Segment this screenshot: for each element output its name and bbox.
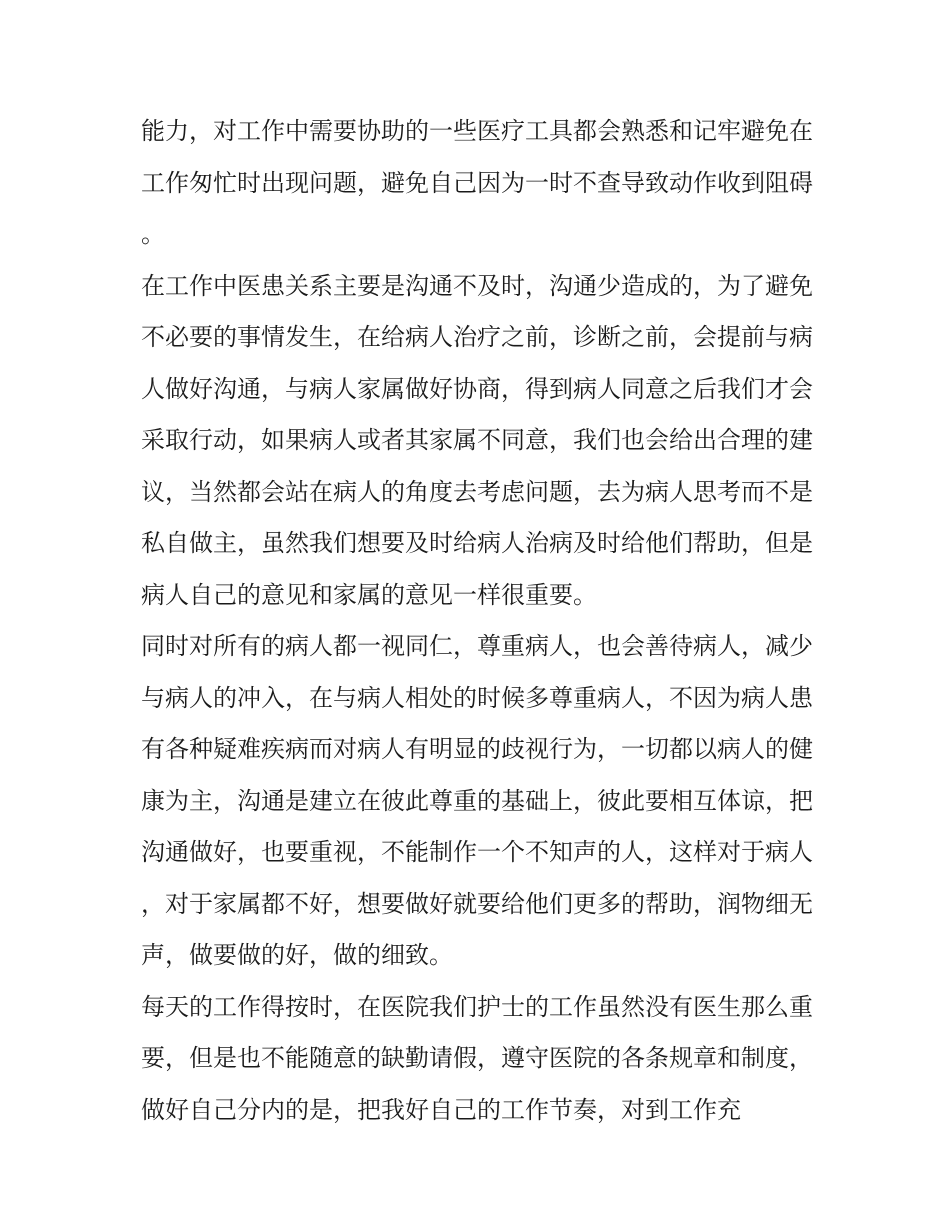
paragraph-1: 能力，对工作中需要协助的一些医疗工具都会熟悉和记牢避免在工作匆忙时出现问题，避免自己因为一时不查导致动作收到阻碍。 — [141, 117, 813, 248]
paragraph-3: 同时对所有的病人都一视同仁，尊重病人，也会善待病人，减少与病人的冲入，在与病人相处的时候多尊重病人，不因为病人患有各种疑难疾病而对病人有明显的歧视行为，一切都以病人的健康为主，沟通是建立在彼此尊重的基础上，彼此要相互体谅，把沟通做好，也要重视，不能制作一个不知声的人，这样对于病人，对于家属都不好，想要做好就要给他们更多的帮助，润物细无声，做要做的好，做的细致。 — [141, 632, 813, 969]
paragraph-4: 每天的工作得按时，在医院我们护士的工作虽然没有医生那么重要，但是也不能随意的缺勤请假，遵守医院的各条规章和制度，做好自己分内的是，把我好自己的工作节奏，对到工作充 — [141, 992, 813, 1124]
paragraph-2: 在工作中医患关系主要是沟通不及时，沟通少造成的，为了避免不必要的事情发生，在给病人治疗之前，诊断之前，会提前与病人做好沟通，与病人家属做好协商，得到病人同意之后我们才会采取行动，如果病人或者其家属不同意，我们也会给出合理的建议，当然都会站在病人的角度去考虑问题，去为病人思考而不是私自做主，虽然我们想要及时给病人治病及时给他们帮助，但是病人自己的意见和家属的意见一样很重要。 — [141, 271, 813, 609]
document-body — [141, 106, 813, 1136]
